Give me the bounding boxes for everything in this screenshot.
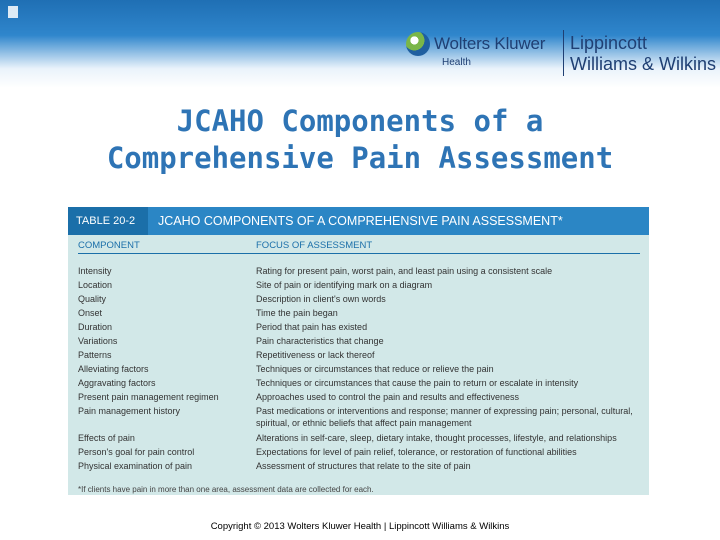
- logo-divider: [563, 30, 564, 76]
- row-focus: Pain characteristics that change: [256, 336, 384, 346]
- row-focus: Assessment of structures that relate to the site of pain: [256, 461, 471, 471]
- table-title: JCAHO COMPONENTS OF A COMPREHENSIVE PAIN ASSESSMENT*: [158, 214, 563, 228]
- row-focus: Techniques or circumstances that reduce or relieve the pain: [256, 364, 494, 374]
- row-component: Alleviating factors: [78, 364, 149, 374]
- column-header-component: COMPONENT: [78, 240, 140, 251]
- row-focus: Repetitiveness or lack thereof: [256, 350, 375, 360]
- row-component: Duration: [78, 322, 113, 332]
- table-number: TABLE 20-2: [68, 207, 148, 235]
- partner-line-1: Lippincott: [570, 33, 648, 53]
- table-footnote: *If clients have pain in more than one area, assessment data are collected for each.: [78, 485, 374, 494]
- row-component: Quality: [78, 294, 107, 304]
- column-header-focus: FOCUS OF ASSESSMENT: [256, 240, 373, 251]
- row-component: Intensity: [78, 266, 112, 276]
- row-component: Person's goal for pain control: [78, 447, 195, 457]
- table-header-bar: [68, 207, 649, 235]
- row-focus: Site of pain or identifying mark on a diagram: [256, 280, 433, 290]
- row-focus: Description in client's own words: [256, 294, 386, 304]
- publisher-logo: [404, 30, 716, 78]
- row-focus: Alterations in self-care, sleep, dietary intake, thought processes, lifestyle, and relationships: [256, 433, 617, 443]
- slide-title-line-2: Comprehensive Pain Assessment: [106, 141, 614, 175]
- row-component: Onset: [78, 308, 103, 318]
- brand-sub: Health: [442, 57, 471, 68]
- wolters-kluwer-globe-icon: [406, 32, 430, 56]
- row-focus: Approaches used to control the pain and results and effectiveness: [256, 392, 520, 402]
- row-focus: Past medications or interventions and response; manner of expressing pain; personal, cultural, spiritual, or ethnic beliefs that affect pain management: [256, 406, 633, 428]
- row-focus: Period that pain has existed: [256, 322, 368, 332]
- table-figure: [68, 207, 649, 495]
- row-component: Effects of pain: [78, 433, 135, 443]
- row-component: Aggravating factors: [78, 378, 156, 388]
- header-rule: [78, 253, 640, 254]
- row-component: Location: [78, 280, 113, 290]
- copyright-notice: Copyright © 2013 Wolters Kluwer Health | Lippincott Williams & Wilkins: [210, 521, 510, 532]
- partner-line-2: Williams & Wilkins: [570, 54, 716, 74]
- row-component: Pain management history: [78, 406, 181, 416]
- row-component: Physical examination of pain: [78, 461, 193, 471]
- row-focus: Expectations for level of pain relief, tolerance, or restoration of functional abilities: [256, 447, 577, 457]
- slide-title-line-1: JCAHO Components of a: [176, 104, 544, 138]
- row-focus: Techniques or circumstances that cause the pain to return or escalate in intensity: [256, 378, 579, 388]
- brand-name: Wolters Kluwer: [434, 34, 546, 53]
- row-component: Present pain management regimen: [78, 392, 219, 402]
- row-focus: Rating for present pain, worst pain, and least pain using a consistent scale: [256, 266, 553, 276]
- row-component: Patterns: [78, 350, 112, 360]
- corner-marker: [8, 6, 18, 18]
- row-focus: Time the pain began: [256, 308, 338, 318]
- row-component: Variations: [78, 336, 118, 346]
- slide-title: [0, 103, 720, 177]
